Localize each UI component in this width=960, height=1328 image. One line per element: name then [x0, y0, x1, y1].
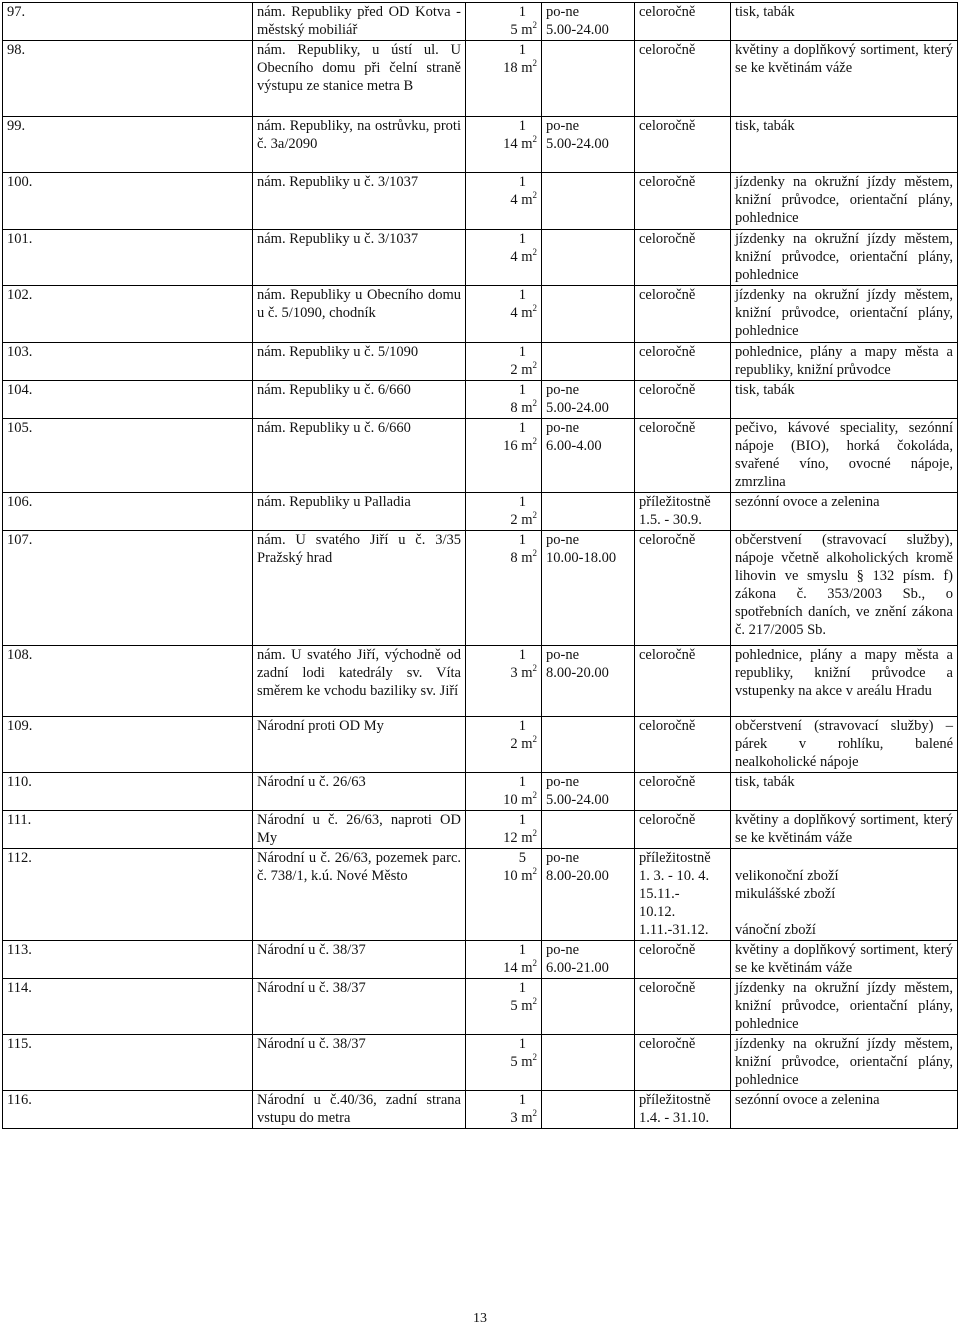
row-number: 97. — [3, 3, 253, 41]
area-exponent: 2 — [532, 996, 537, 1006]
stand-count: 1 — [518, 1036, 526, 1052]
table-row — [3, 1035, 958, 1091]
location-cell: nám. Republiky u č. 6/660 — [253, 419, 466, 493]
goods-line: vánoční zboží — [735, 922, 816, 938]
area-value: 18 m — [503, 60, 533, 76]
opening-hours-line: po-ne — [546, 942, 580, 958]
location-cell: Národní u č. 26/63 — [253, 773, 466, 811]
period-cell — [635, 811, 731, 849]
area-cell — [466, 979, 542, 1035]
area-exponent: 2 — [532, 303, 537, 313]
location-cell: nám. U svatého Jiří, východně od zadní lodi katedrály sv. Víta směrem ke vchodu baziliky sv. Jiří — [253, 646, 466, 717]
stand-area — [470, 437, 537, 455]
goods-line: jízdenky na okružní jízdy městem, knižní průvodce, orientační plány, pohlednice — [735, 1036, 953, 1088]
period-cell — [635, 343, 731, 381]
opening-hours-line: 5.00-24.00 — [546, 22, 609, 38]
opening-hours-cell — [542, 493, 635, 531]
goods-cell — [731, 41, 958, 117]
stand-count: 1 — [518, 532, 526, 548]
period-line: celoročně — [639, 287, 696, 303]
area-value: 2 m — [510, 512, 533, 528]
opening-hours-cell — [542, 773, 635, 811]
period-line: celoročně — [639, 420, 696, 436]
page-number: 13 — [473, 1311, 487, 1326]
goods-line: květiny a doplňkový sortiment, který se ke květinám váže — [735, 42, 953, 76]
period-cell — [635, 117, 731, 173]
opening-hours-cell — [542, 717, 635, 773]
area-cell — [466, 117, 542, 173]
area-value: 3 m — [510, 665, 533, 681]
stand-area — [470, 399, 537, 417]
location-cell: Národní u č. 38/37 — [253, 1035, 466, 1091]
area-cell — [466, 343, 542, 381]
goods-cell — [731, 773, 958, 811]
table-row — [3, 849, 958, 941]
period-cell — [635, 419, 731, 493]
period-cell — [635, 849, 731, 941]
row-number: 108. — [3, 646, 253, 717]
period-line: 1.5. - 30.9. — [639, 512, 702, 528]
sales-locations-table — [2, 2, 958, 1129]
location-cell: nám. Republiky u č. 3/1037 — [253, 173, 466, 230]
row-number: 111. — [3, 811, 253, 849]
stand-count: 1 — [518, 174, 526, 190]
period-line: celoročně — [639, 1036, 696, 1052]
goods-line: jízdenky na okružní jízdy městem, knižní průvodce, orientační plány, pohlednice — [735, 174, 953, 226]
area-cell — [466, 230, 542, 286]
location-cell: nám. Republiky u Palladia — [253, 493, 466, 531]
stand-count: 1 — [518, 382, 526, 398]
goods-cell — [731, 493, 958, 531]
period-cell — [635, 173, 731, 230]
period-line: příležitostně — [639, 850, 711, 866]
row-number: 102. — [3, 286, 253, 343]
opening-hours-cell — [542, 419, 635, 493]
opening-hours-cell — [542, 286, 635, 343]
area-exponent: 2 — [532, 134, 537, 144]
opening-hours-cell — [542, 979, 635, 1035]
stand-area — [470, 361, 537, 379]
opening-hours-cell — [542, 646, 635, 717]
goods-line: květiny a doplňkový sortiment, který se ke květinám váže — [735, 942, 953, 976]
area-exponent: 2 — [532, 790, 537, 800]
area-cell — [466, 941, 542, 979]
period-line: 1.4. - 31.10. — [639, 1110, 710, 1126]
area-value: 5 m — [510, 998, 533, 1014]
goods-line: pohlednice, plány a mapy města a republiky, knižní průvodce — [735, 344, 953, 378]
area-exponent: 2 — [532, 1052, 537, 1062]
area-cell — [466, 173, 542, 230]
location-cell: Národní u č. 38/37 — [253, 979, 466, 1035]
area-cell — [466, 381, 542, 419]
area-cell — [466, 646, 542, 717]
row-number: 116. — [3, 1091, 253, 1129]
table-row — [3, 979, 958, 1035]
table-row — [3, 531, 958, 646]
row-number: 104. — [3, 381, 253, 419]
area-value: 10 m — [503, 792, 533, 808]
table-row — [3, 717, 958, 773]
area-value: 4 m — [510, 305, 533, 321]
period-line: celoročně — [639, 382, 696, 398]
row-number: 109. — [3, 717, 253, 773]
opening-hours-cell — [542, 811, 635, 849]
row-number: 115. — [3, 1035, 253, 1091]
stand-count: 1 — [518, 287, 526, 303]
stand-count: 1 — [518, 494, 526, 510]
opening-hours-cell — [542, 3, 635, 41]
area-exponent: 2 — [532, 58, 537, 68]
row-number: 99. — [3, 117, 253, 173]
opening-hours-line: po-ne — [546, 382, 580, 398]
period-cell — [635, 286, 731, 343]
row-number: 107. — [3, 531, 253, 646]
goods-line — [735, 903, 953, 921]
area-exponent: 2 — [532, 398, 537, 408]
location-cell: nám. Republiky u Obecního domu u č. 5/1090, chodník — [253, 286, 466, 343]
stand-count: 1 — [518, 344, 526, 360]
goods-cell — [731, 941, 958, 979]
opening-hours-line: 6.00-21.00 — [546, 960, 609, 976]
area-value: 14 m — [503, 136, 533, 152]
goods-cell — [731, 979, 958, 1035]
location-cell: Národní u č.40/36, zadní strana vstupu do metra — [253, 1091, 466, 1129]
table-row — [3, 286, 958, 343]
table-row — [3, 1091, 958, 1129]
goods-cell — [731, 531, 958, 646]
table-row — [3, 381, 958, 419]
period-cell — [635, 531, 731, 646]
area-exponent: 2 — [532, 360, 537, 370]
area-value: 12 m — [503, 830, 533, 846]
stand-area — [470, 1053, 537, 1071]
goods-line: občerstvení (stravovací služby), nápoje včetně alkoholických kromě lihovin ve smyslu § 132 písm. f) zákona č. 353/2003 Sb., o spotřebních daních, ve znění zákona č. 217/2005 Sb. — [735, 532, 953, 638]
stand-area — [470, 304, 537, 322]
row-number: 112. — [3, 849, 253, 941]
goods-cell — [731, 286, 958, 343]
area-exponent: 2 — [532, 190, 537, 200]
row-number: 103. — [3, 343, 253, 381]
stand-count: 1 — [518, 4, 526, 20]
area-exponent: 2 — [532, 548, 537, 558]
stand-area — [470, 549, 537, 567]
area-exponent: 2 — [532, 866, 537, 876]
period-line: 15.11.- — [639, 886, 680, 902]
period-line: 1. 3. - 10. 4. — [639, 868, 710, 884]
stand-count: 1 — [518, 647, 526, 663]
area-cell — [466, 811, 542, 849]
period-line: příležitostně — [639, 1092, 711, 1108]
goods-line: mikulášské zboží — [735, 886, 836, 902]
opening-hours-line: po-ne — [546, 647, 580, 663]
row-number: 110. — [3, 773, 253, 811]
goods-line: pečivo, kávové speciality, sezónní nápoje (BIO), horká čokoláda, svařené víno, ovocné nápoje, zmrzlina — [735, 420, 953, 490]
opening-hours-cell — [542, 381, 635, 419]
area-value: 3 m — [510, 1110, 533, 1126]
goods-cell — [731, 717, 958, 773]
area-exponent: 2 — [532, 20, 537, 30]
location-cell: Národní u č. 38/37 — [253, 941, 466, 979]
opening-hours-line: po-ne — [546, 4, 580, 20]
stand-count: 1 — [518, 420, 526, 436]
area-cell — [466, 3, 542, 41]
period-line: celoročně — [639, 980, 696, 996]
goods-cell — [731, 1091, 958, 1129]
stand-area — [470, 191, 537, 209]
location-cell: nám. Republiky před OD Kotva - městský mobiliář — [253, 3, 466, 41]
row-number: 113. — [3, 941, 253, 979]
goods-line: květiny a doplňkový sortiment, který se ke květinám váže — [735, 812, 953, 846]
stand-count: 1 — [518, 942, 526, 958]
area-value: 2 m — [510, 362, 533, 378]
opening-hours-line: 8.00-20.00 — [546, 868, 609, 884]
goods-line: sezónní ovoce a zelenina — [735, 494, 880, 510]
table-row — [3, 773, 958, 811]
location-cell: Národní u č. 26/63, pozemek parc. č. 738/1, k.ú. Nové Město — [253, 849, 466, 941]
opening-hours-line: po-ne — [546, 118, 580, 134]
opening-hours-line: po-ne — [546, 774, 580, 790]
area-exponent: 2 — [532, 828, 537, 838]
period-line: celoročně — [639, 344, 696, 360]
location-cell: nám. Republiky u č. 3/1037 — [253, 230, 466, 286]
period-cell — [635, 230, 731, 286]
row-number: 106. — [3, 493, 253, 531]
location-cell: nám. Republiky, na ostrůvku, proti č. 3a/2090 — [253, 117, 466, 173]
period-line: celoročně — [639, 718, 696, 734]
opening-hours-cell — [542, 230, 635, 286]
area-exponent: 2 — [532, 1108, 537, 1118]
table-row — [3, 343, 958, 381]
stand-count: 1 — [518, 118, 526, 134]
goods-line: sezónní ovoce a zelenina — [735, 1092, 880, 1108]
table-row — [3, 173, 958, 230]
period-cell — [635, 941, 731, 979]
opening-hours-cell — [542, 173, 635, 230]
goods-cell — [731, 811, 958, 849]
period-line: celoročně — [639, 647, 696, 663]
stand-area — [470, 735, 537, 753]
opening-hours-line: po-ne — [546, 420, 580, 436]
location-cell: nám. U svatého Jiří u č. 3/35 Pražský hrad — [253, 531, 466, 646]
goods-line: tisk, tabák — [735, 118, 795, 134]
area-exponent: 2 — [532, 663, 537, 673]
period-line: celoročně — [639, 4, 696, 20]
area-exponent: 2 — [532, 436, 537, 446]
table-row — [3, 117, 958, 173]
area-cell — [466, 849, 542, 941]
goods-cell — [731, 381, 958, 419]
period-line: celoročně — [639, 532, 696, 548]
table-row — [3, 493, 958, 531]
goods-cell — [731, 646, 958, 717]
stand-count: 1 — [518, 980, 526, 996]
stand-area — [470, 867, 537, 885]
goods-line: jízdenky na okružní jízdy městem, knižní průvodce, orientační plány, pohlednice — [735, 231, 953, 283]
row-number: 100. — [3, 173, 253, 230]
period-cell — [635, 979, 731, 1035]
period-line: celoročně — [639, 231, 696, 247]
area-value: 8 m — [510, 400, 533, 416]
opening-hours-line: 5.00-24.00 — [546, 400, 609, 416]
period-line: celoročně — [639, 812, 696, 828]
area-cell — [466, 717, 542, 773]
opening-hours-cell — [542, 41, 635, 117]
area-value: 2 m — [510, 736, 533, 752]
opening-hours-line: 5.00-24.00 — [546, 792, 609, 808]
area-value: 10 m — [503, 868, 533, 884]
stand-count: 1 — [518, 42, 526, 58]
period-line: celoročně — [639, 118, 696, 134]
period-cell — [635, 493, 731, 531]
period-cell — [635, 1091, 731, 1129]
area-cell — [466, 1091, 542, 1129]
stand-count: 1 — [518, 1092, 526, 1108]
opening-hours-line: po-ne — [546, 532, 580, 548]
opening-hours-line: 5.00-24.00 — [546, 136, 609, 152]
row-number: 98. — [3, 41, 253, 117]
opening-hours-cell — [542, 343, 635, 381]
stand-area — [470, 511, 537, 529]
stand-area — [470, 664, 537, 682]
period-line: 1.11.-31.12. — [639, 922, 709, 938]
stand-area — [470, 21, 537, 39]
stand-count: 1 — [518, 718, 526, 734]
opening-hours-cell — [542, 1035, 635, 1091]
opening-hours-cell — [542, 941, 635, 979]
area-cell — [466, 1035, 542, 1091]
area-value: 4 m — [510, 249, 533, 265]
stand-count: 1 — [518, 812, 526, 828]
area-exponent: 2 — [532, 734, 537, 744]
goods-cell — [731, 173, 958, 230]
location-cell: nám. Republiky u č. 6/660 — [253, 381, 466, 419]
table-row — [3, 646, 958, 717]
goods-cell — [731, 343, 958, 381]
table-row — [3, 811, 958, 849]
table-row — [3, 3, 958, 41]
area-value: 5 m — [510, 22, 533, 38]
opening-hours-cell — [542, 531, 635, 646]
period-cell — [635, 1035, 731, 1091]
stand-count: 5 — [518, 850, 526, 866]
opening-hours-line: 10.00-18.00 — [546, 550, 617, 566]
period-line: příležitostně — [639, 494, 711, 510]
area-exponent: 2 — [532, 247, 537, 257]
table-body — [3, 3, 958, 1129]
area-value: 14 m — [503, 960, 533, 976]
stand-area — [470, 997, 537, 1015]
stand-area — [470, 1109, 537, 1127]
stand-area — [470, 829, 537, 847]
stand-count: 1 — [518, 231, 526, 247]
area-value: 8 m — [510, 550, 533, 566]
table-row — [3, 41, 958, 117]
goods-cell — [731, 419, 958, 493]
period-cell — [635, 773, 731, 811]
area-exponent: 2 — [532, 958, 537, 968]
goods-cell — [731, 849, 958, 941]
opening-hours-line: 6.00-4.00 — [546, 438, 602, 454]
goods-line: tisk, tabák — [735, 774, 795, 790]
goods-line: občerstvení (stravovací služby) – párek v rohlíku, balené nealkoholické nápoje — [735, 718, 953, 770]
stand-count: 1 — [518, 774, 526, 790]
area-cell — [466, 286, 542, 343]
stand-area — [470, 248, 537, 266]
period-line: celoročně — [639, 42, 696, 58]
row-number: 101. — [3, 230, 253, 286]
period-cell — [635, 717, 731, 773]
area-value: 4 m — [510, 192, 533, 208]
area-cell — [466, 773, 542, 811]
period-cell — [635, 3, 731, 41]
stand-area — [470, 59, 537, 77]
period-cell — [635, 646, 731, 717]
period-line: celoročně — [639, 942, 696, 958]
row-number: 105. — [3, 419, 253, 493]
period-cell — [635, 41, 731, 117]
goods-line: velikonoční zboží — [735, 868, 839, 884]
area-value: 16 m — [503, 438, 533, 454]
goods-cell — [731, 1035, 958, 1091]
opening-hours-line: po-ne — [546, 850, 580, 866]
location-cell: Národní proti OD My — [253, 717, 466, 773]
row-number: 114. — [3, 979, 253, 1035]
area-cell — [466, 531, 542, 646]
stand-area — [470, 959, 537, 977]
goods-cell — [731, 3, 958, 41]
period-line: celoročně — [639, 174, 696, 190]
stand-area — [470, 135, 537, 153]
area-cell — [466, 419, 542, 493]
area-cell — [466, 493, 542, 531]
table-row — [3, 230, 958, 286]
table-row — [3, 419, 958, 493]
stand-area — [470, 791, 537, 809]
location-cell: nám. Republiky u č. 5/1090 — [253, 343, 466, 381]
area-cell — [466, 41, 542, 117]
goods-line: jízdenky na okružní jízdy městem, knižní průvodce, orientační plány, pohlednice — [735, 980, 953, 1032]
period-line: 10.12. — [639, 904, 676, 920]
period-cell — [635, 381, 731, 419]
goods-cell — [731, 230, 958, 286]
opening-hours-cell — [542, 849, 635, 941]
location-cell: nám. Republiky, u ústí ul. U Obecního domu při čelní straně výstupu ze stanice metra B — [253, 41, 466, 117]
goods-line: jízdenky na okružní jízdy městem, knižní průvodce, orientační plány, pohlednice — [735, 287, 953, 339]
goods-cell — [731, 117, 958, 173]
period-line: celoročně — [639, 774, 696, 790]
opening-hours-cell — [542, 117, 635, 173]
goods-line: tisk, tabák — [735, 4, 795, 20]
table-row — [3, 941, 958, 979]
goods-line: pohlednice, plány a mapy města a republiky, knižní průvodce a vstupenky na akce v areálu Hradu — [735, 647, 953, 699]
goods-line: tisk, tabák — [735, 382, 795, 398]
goods-line — [735, 849, 953, 867]
area-exponent: 2 — [532, 510, 537, 520]
opening-hours-line: 8.00-20.00 — [546, 665, 609, 681]
location-cell: Národní u č. 26/63, naproti OD My — [253, 811, 466, 849]
opening-hours-cell — [542, 1091, 635, 1129]
area-value: 5 m — [510, 1054, 533, 1070]
